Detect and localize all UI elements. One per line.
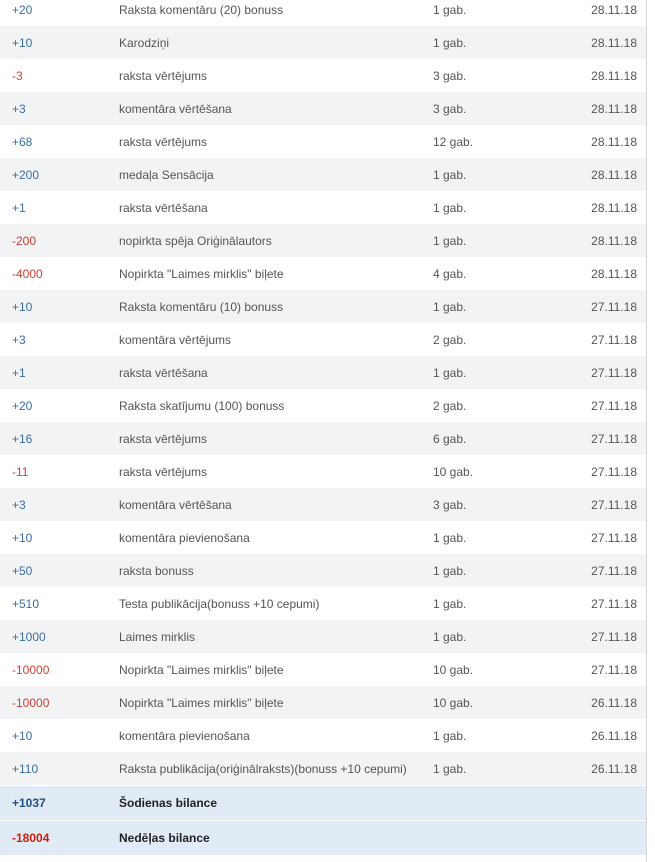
balance-amount: -18004 bbox=[0, 821, 119, 856]
transaction-description: Raksta komentāru (20) bonuss bbox=[119, 2, 284, 17]
transaction-quantity: 12 gab. bbox=[433, 134, 474, 149]
transaction-quantity: 1 gab. bbox=[433, 728, 467, 743]
transaction-description: medaļa Sensācija bbox=[119, 158, 433, 191]
transaction-row bbox=[0, 521, 646, 554]
transaction-quantity: 2 gab. bbox=[433, 398, 467, 413]
transaction-description: Nopirkta "Laimes mirklis" biļete bbox=[119, 266, 284, 281]
transaction-quantity: 1 gab. bbox=[433, 554, 573, 587]
transaction-quantity: 1 gab. bbox=[433, 290, 573, 323]
transaction-description: komentāra pievienošana bbox=[119, 530, 250, 545]
transaction-description: komentāra pievienošana bbox=[119, 728, 250, 743]
transaction-row bbox=[0, 752, 646, 786]
transaction-description: komentāra vērtēšana bbox=[119, 92, 433, 125]
transaction-description: Laimes mirklis bbox=[119, 620, 433, 653]
transaction-quantity: 1 gab. bbox=[433, 530, 467, 545]
transaction-quantity: 1 gab. bbox=[433, 26, 573, 59]
points-amount: +68 bbox=[12, 134, 33, 149]
transaction-row bbox=[0, 389, 646, 422]
transaction-row bbox=[0, 719, 646, 752]
transaction-date: 28.11.18 bbox=[591, 200, 637, 215]
transaction-quantity: 1 gab. bbox=[433, 200, 467, 215]
transaction-description: Nopirkta "Laimes mirklis" biļete bbox=[119, 686, 433, 719]
transaction-quantity: 4 gab. bbox=[433, 266, 467, 281]
transaction-row bbox=[0, 59, 646, 92]
transaction-description: raksta vērtējums bbox=[119, 422, 433, 455]
points-amount: -11 bbox=[12, 464, 29, 479]
transaction-row bbox=[0, 323, 646, 356]
transaction-quantity: 1 gab. bbox=[433, 2, 467, 17]
transaction-row bbox=[0, 290, 646, 323]
points-amount: +16 bbox=[0, 422, 119, 455]
transaction-quantity: 3 gab. bbox=[433, 488, 573, 521]
transaction-quantity: 1 gab. bbox=[433, 596, 467, 611]
transaction-quantity: 10 gab. bbox=[433, 686, 573, 719]
transaction-row bbox=[0, 488, 646, 521]
transaction-quantity: 1 gab. bbox=[433, 356, 573, 389]
transaction-row bbox=[0, 191, 646, 224]
transaction-description: Nopirkta "Laimes mirklis" biļete bbox=[119, 662, 284, 677]
transaction-date: 27.11.18 bbox=[591, 332, 637, 347]
balance-amount: +1037 bbox=[0, 786, 119, 821]
transaction-quantity: 3 gab. bbox=[433, 92, 573, 125]
transaction-description: raksta vērtējums bbox=[119, 464, 208, 479]
transaction-date: 26.11.18 bbox=[573, 752, 646, 786]
transaction-description: raksta vērtēšana bbox=[119, 200, 208, 215]
transaction-quantity: 1 gab. bbox=[433, 224, 573, 257]
points-amount: +10 bbox=[0, 26, 119, 59]
transaction-row bbox=[0, 686, 646, 719]
transaction-quantity: 3 gab. bbox=[433, 68, 467, 83]
transaction-description: raksta vērtējums bbox=[119, 134, 208, 149]
points-amount: +110 bbox=[0, 752, 119, 786]
transaction-row bbox=[0, 356, 646, 389]
transaction-description: Testa publikācija(bonuss +10 cepumi) bbox=[119, 596, 320, 611]
transaction-row bbox=[0, 158, 646, 191]
transaction-description: raksta vērtēšana bbox=[119, 356, 433, 389]
transaction-date: 27.11.18 bbox=[591, 596, 637, 611]
points-amount: +10 bbox=[12, 728, 33, 743]
transaction-quantity: 1 gab. bbox=[433, 620, 573, 653]
points-amount: +1 bbox=[0, 356, 119, 389]
transaction-quantity: 10 gab. bbox=[433, 464, 474, 479]
points-amount: -10000 bbox=[12, 662, 50, 677]
transaction-row bbox=[0, 257, 646, 290]
transaction-row bbox=[0, 224, 646, 257]
transaction-date: 28.11.18 bbox=[591, 134, 637, 149]
transaction-quantity: 6 gab. bbox=[433, 422, 573, 455]
transaction-description: raksta bonuss bbox=[119, 554, 433, 587]
points-amount: +10 bbox=[12, 530, 33, 545]
transaction-date: 28.11.18 bbox=[591, 2, 637, 17]
today-balance-row bbox=[0, 786, 646, 821]
transaction-date: 27.11.18 bbox=[591, 464, 637, 479]
transaction-description: Karodziņi bbox=[119, 26, 433, 59]
transaction-date: 26.11.18 bbox=[573, 686, 646, 719]
points-amount: +10 bbox=[0, 290, 119, 323]
points-amount: -10000 bbox=[0, 686, 119, 719]
points-amount: -3 bbox=[12, 68, 23, 83]
transaction-description: komentāra vērtēšana bbox=[119, 488, 433, 521]
points-amount: -200 bbox=[0, 224, 119, 257]
points-amount: +3 bbox=[0, 92, 119, 125]
points-amount: -4000 bbox=[12, 266, 43, 281]
transaction-date: 28.11.18 bbox=[573, 158, 646, 191]
points-amount: +50 bbox=[0, 554, 119, 587]
transaction-date: 26.11.18 bbox=[591, 728, 637, 743]
transaction-quantity: 10 gab. bbox=[433, 662, 474, 677]
transaction-description: raksta vērtējums bbox=[119, 68, 208, 83]
transaction-date: 27.11.18 bbox=[573, 422, 646, 455]
transaction-row bbox=[0, 92, 646, 125]
transaction-row bbox=[0, 26, 646, 59]
transaction-description: komentāra vērtējums bbox=[119, 332, 232, 347]
transaction-date: 27.11.18 bbox=[591, 530, 637, 545]
transaction-description: Raksta komentāru (10) bonuss bbox=[119, 290, 433, 323]
transaction-row bbox=[0, 0, 646, 26]
points-amount: +1000 bbox=[0, 620, 119, 653]
transaction-row bbox=[0, 587, 646, 620]
transaction-row bbox=[0, 422, 646, 455]
points-amount: +3 bbox=[12, 332, 26, 347]
transaction-row bbox=[0, 653, 646, 686]
transaction-date: 27.11.18 bbox=[573, 554, 646, 587]
transaction-date: 27.11.18 bbox=[573, 290, 646, 323]
transaction-row bbox=[0, 620, 646, 653]
points-amount: +510 bbox=[12, 596, 40, 611]
transaction-date: 27.11.18 bbox=[573, 488, 646, 521]
transaction-row bbox=[0, 125, 646, 158]
transaction-quantity: 1 gab. bbox=[433, 158, 573, 191]
transaction-date: 27.11.18 bbox=[573, 620, 646, 653]
transaction-date: 27.11.18 bbox=[591, 662, 637, 677]
transaction-quantity: 2 gab. bbox=[433, 332, 467, 347]
points-amount: +20 bbox=[12, 398, 33, 413]
transaction-date: 28.11.18 bbox=[573, 224, 646, 257]
balance-label: Nedēļas bilance bbox=[119, 821, 646, 856]
transaction-date: 28.11.18 bbox=[591, 266, 637, 281]
points-amount: +200 bbox=[0, 158, 119, 191]
transaction-date: 28.11.18 bbox=[591, 68, 637, 83]
transaction-date: 27.11.18 bbox=[573, 356, 646, 389]
week-balance-row bbox=[0, 821, 646, 856]
points-amount: +20 bbox=[12, 2, 33, 17]
transaction-row bbox=[0, 455, 646, 488]
transaction-date: 28.11.18 bbox=[573, 26, 646, 59]
transaction-quantity: 1 gab. bbox=[433, 752, 573, 786]
transaction-description: Raksta skatījumu (100) bonuss bbox=[119, 398, 285, 413]
points-amount: +1 bbox=[12, 200, 26, 215]
transaction-description: Raksta publikācija(oriģinālraksts)(bonuss +10 cepumi) bbox=[119, 752, 433, 786]
points-amount: +3 bbox=[0, 488, 119, 521]
transaction-date: 28.11.18 bbox=[573, 92, 646, 125]
transaction-date: 27.11.18 bbox=[591, 398, 637, 413]
transaction-description: nopirkta spēja Oriģinālautors bbox=[119, 224, 433, 257]
balance-label: Šodienas bilance bbox=[119, 786, 646, 821]
transaction-row bbox=[0, 554, 646, 587]
